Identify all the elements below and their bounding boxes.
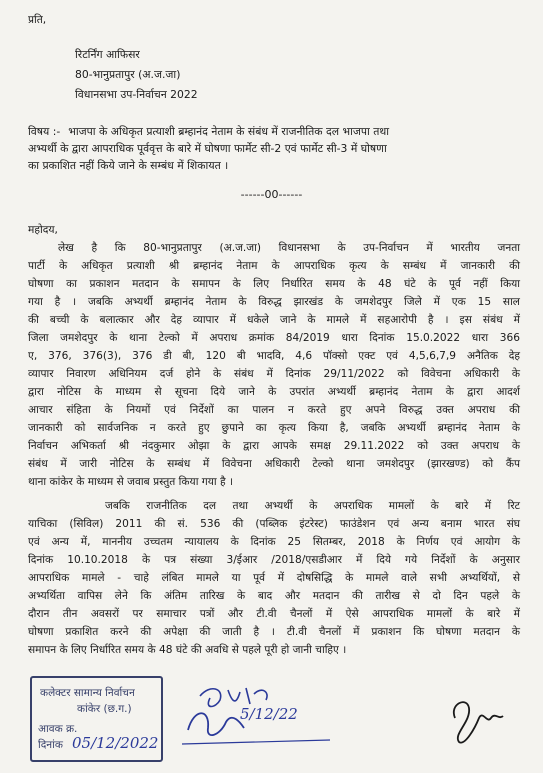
para1-line: घोषणा का प्रकाशन मतदान के समापन के लिए निर्धारित समय के 48 घंटे के पूर्व नहीं किया <box>28 278 520 290</box>
stamp-office: कलेक्टर सामान्य निर्वाचन <box>40 687 135 699</box>
para2-line: आपराधिक मामले - चाहे लंबित मामले या पूर्व में दोषसिद्धि के मामले वाले सभी अभ्यर्थियों, से <box>28 572 520 584</box>
para2-line: याचिका (सिविल) 2011 की सं. 536 की (पब्लिक इंटरेस्ट) फाउंडेशन एवं अन्य बनाम भारत संघ <box>28 518 520 530</box>
para2-line: दौरान तीन अवसरों पर समाचार पत्रों और टी.वी चैनलों में ऐसे आपराधिक मामलों के बारे में <box>28 608 520 620</box>
stamp-date-label: दिनांक <box>38 739 63 751</box>
para2-line: जबकि राजनीतिक दल तथा अभ्यर्थी के अपराधिक मामलों के बारे में रिट <box>105 500 520 512</box>
subject-text-1: भाजपा के अधिकृत प्रत्याशी ब्रम्हानंद नेताम के संबंध में राजनीतिक दल भाजपा तथा <box>68 125 390 138</box>
subject-label: विषय :- <box>28 125 61 138</box>
para1-line: ए, 376, 376(3), 376 डी बी, 120 बी भादवि, 4,6 पॉक्सो एक्ट एवं 4,5,6,7,9 अनैतिक देह <box>28 350 520 362</box>
para1-line: द्वारा नोटिस के माध्यम से सूचना दिये जाने के उपरांत अभ्यर्थी ब्रम्हानंद नेताम के द्वारा आदर्श <box>28 386 520 398</box>
subject-line-2: अभ्यर्थी के द्वारा आपराधिक पूर्ववृत्त के बारे में घोषणा फार्मेट सी-2 एवं फार्मेट सी-3 में घोषणा <box>28 142 387 155</box>
para1-line: आचार संहिता के नियमों एवं निर्देशों का पालन न करते हुए अपने विरुद्ध उक्त अपराध की <box>28 404 520 416</box>
para2-line: दिनांक 10.10.2018 के पत्र संख्या 3/ईआर /2018/एसडीआर में दिये गये निर्देशों के अनुसार <box>28 554 520 566</box>
para2-line: अभ्यर्थिता वापिस लेने कि अंतिम तारिख के बाद और मतदान की तारीख से दो दिन पहले के <box>28 590 520 602</box>
para2-line: एवं अन्य में, माननीय उच्चतम न्यायालय के दिनांक 25 सितम्बर, 2018 के निर्णय एवं आयोग के <box>28 536 520 548</box>
addressee-line-1: रिटर्निंग आफिसर <box>75 48 140 61</box>
para1-line: पार्टी के अधिकृत प्रत्याशी श्री ब्रम्हानंद नेताम के आपराधिक कृत्य के सम्बंध में जानकारी की <box>28 260 520 272</box>
salutation: महोदय, <box>28 224 58 236</box>
para1-line: जिला जमशेदपुर के थाना टेल्को में अपराध क्रमांक 84/2019 धारा दिनांक 15.0.2022 धारा 366 <box>28 332 520 344</box>
subject-line-1 <box>28 125 389 138</box>
para2-line: समापन के लिए निर्धारित समय के 48 घंटे की अवधि से पहले पूरी हो जानी चाहिए । <box>28 644 347 656</box>
subject-line-3: का प्रकाशित नहीं किये जाने के सम्बंध में शिकायत । <box>28 159 229 172</box>
stamp-handwritten-date: 05/12/2022 <box>72 734 159 752</box>
para1-line: थाना कांकेर के माध्यम से जवाब प्रस्तुत किया गया है । <box>28 476 234 488</box>
para2-line: घोषणा प्रकाशित करने की अपेक्षा की जाती है । टी.वी चैनलों में प्रकाशन कि घोषणा मतदान के <box>28 626 520 638</box>
prati-label: प्रति, <box>28 14 47 26</box>
para1-line: निर्वाचन अभिकर्ता श्री नंदकुमार ओझा के द्वारा आपके समक्ष 29.11.2022 को उक्त अपराध के <box>28 440 520 452</box>
para1-line: की बच्ची के बलात्कार और देह व्यापार में धकेले जाने के मामले में सहआरोपी है । इस संबंध में <box>28 314 520 326</box>
separator: ------00------ <box>240 188 303 201</box>
addressee-line-2: 80-भानुप्रतापुर (अ.ज.जा) <box>75 68 181 81</box>
para1-line: लेख है कि 80-भानुप्रतापुर (अ.ज.जा) विधानसभा के उप-निर्वाचन में भारतीय जनता <box>58 242 520 254</box>
para1-line: संबंध में जारी नोटिस के सम्बंध में विवेचना अधिकारी टेल्को थाना जमशेदपुर (झारखण्ड) को कैंप <box>28 458 520 470</box>
received-handwritten-date: 5/12/22 <box>240 705 298 723</box>
para1-line: जानकारी को सार्वजनिक न करते हुए छुपाने का कृत्य किया है, जबकि अभ्यर्थी ब्रम्हानंद नेताम के <box>28 422 520 434</box>
signature-icon <box>445 688 515 748</box>
addressee-line-3: विधानसभा उप-निर्वाचन 2022 <box>75 88 198 101</box>
para1-line: गया है । जबकि अभ्यर्थी ब्रम्हानंद नेताम के विरुद्ध झारखंड के जमशेदपुर जिले में एक 15 साल <box>28 296 520 308</box>
stamp-district: कांकेर (छ.ग.) <box>77 703 132 715</box>
stamp-inward-no: आवक क्र. <box>38 723 78 735</box>
para1-line: व्यापार निवारण अधिनियम दर्ज होने के संबंध में दिनांक 29/11/2022 को विवेचना अधिकारी के <box>28 368 520 380</box>
